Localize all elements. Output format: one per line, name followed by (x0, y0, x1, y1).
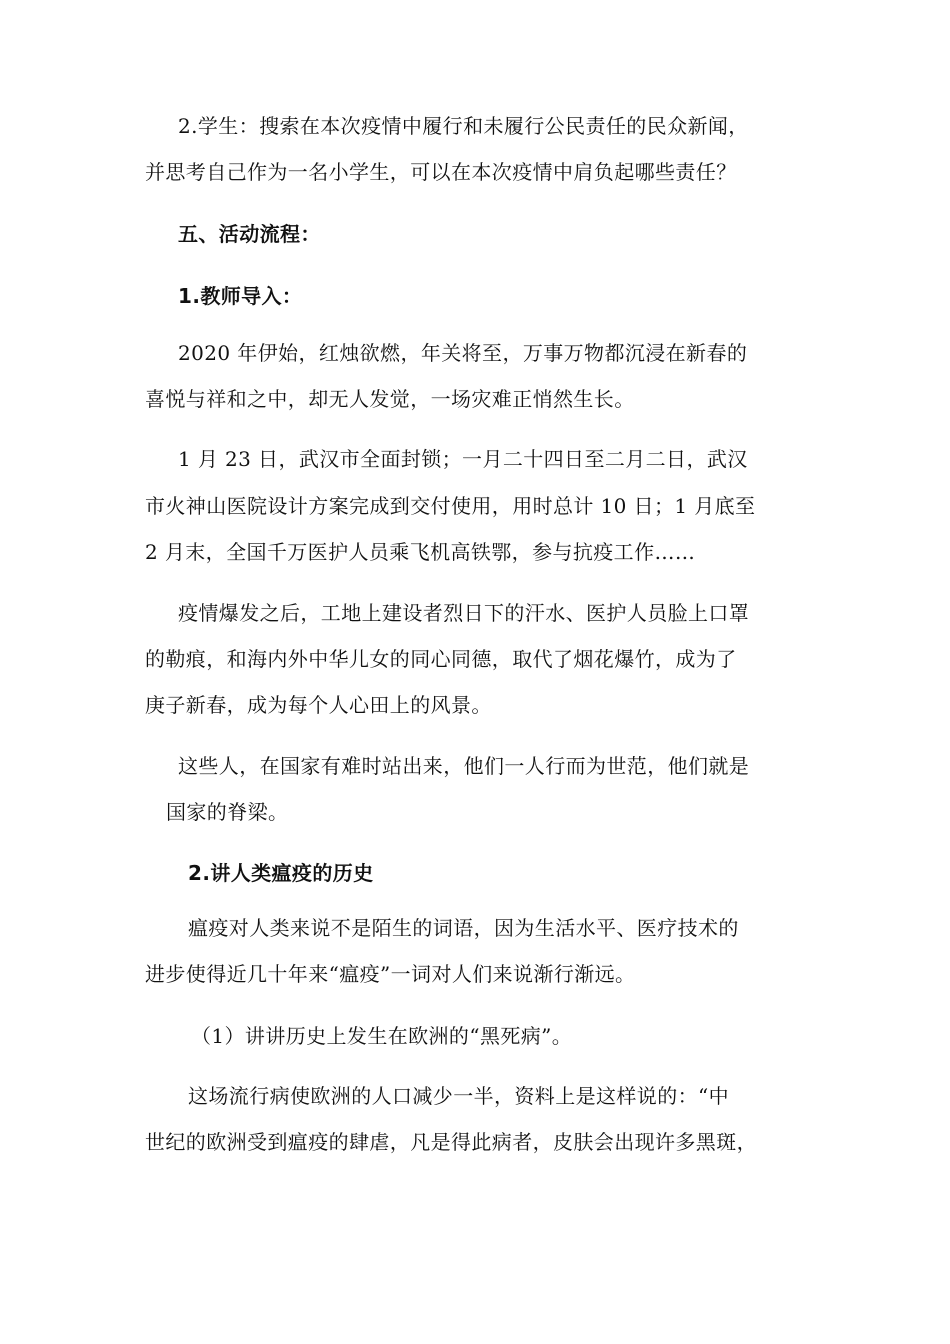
paragraph-timeline-line-3: 2 月末，全国千万医护人员乘飞机高铁鄂，参与抗疫工作…… (145, 540, 696, 564)
paragraph-outbreak-line-3: 庚子新春，成为每个人心田上的风景。 (145, 693, 492, 717)
paragraph-timeline-line-1: 1 月 23 日，武汉市全面封锁；一月二十四日至二月二日，武汉 (178, 447, 748, 471)
paragraph-plague-line-2: 进步使得近几十年来“瘟疫”一词对人们来说渐行渐远。 (145, 962, 636, 986)
paragraph-students-task-line-2: 并思考自己作为一名小学生，可以在本次疫情中肩负起哪些责任？ (145, 160, 737, 184)
subheading-plague-history: 2.讲人类瘟疫的历史 (188, 861, 374, 885)
paragraph-timeline-line-2: 市火神山医院设计方案完成到交付使用，用时总计 10 日；1 月底至 (145, 494, 756, 518)
section-heading-activity-flow: 五、活动流程： (178, 222, 321, 246)
paragraph-europe-line-2: 世纪的欧洲受到瘟疫的肆虐，凡是得此病者，皮肤会出现许多黑斑， (145, 1130, 757, 1154)
paragraph-2020-line-1: 2020 年伊始，红烛欲燃，年关将至，万事万物都沉浸在新春的 (178, 341, 748, 365)
subheading-teacher-intro: 1.教师导入： (178, 284, 303, 308)
paragraph-plague-line-1: 瘟疫对人类来说不是陌生的词语，因为生活水平、医疗技术的 (188, 916, 739, 940)
paragraph-outbreak-line-2: 的勒痕，和海内外中华儿女的同心同德，取代了烟花爆竹，成为了 (145, 647, 737, 671)
paragraph-europe-line-1: 这场流行病使欧洲的人口减少一半，资料上是这样说的：“中 (188, 1084, 730, 1108)
list-item-black-death: （1）讲讲历史上发生在欧洲的“黑死病”。 (191, 1024, 573, 1048)
paragraph-heroes-line-2: 国家的脊梁。 (166, 800, 289, 824)
paragraph-students-task-line-1: 2.学生：搜索在本次疫情中履行和未履行公民责任的民众新闻， (178, 114, 749, 138)
paragraph-2020-line-2: 喜悦与祥和之中，却无人发觉，一场灾难正悄然生长。 (145, 387, 635, 411)
paragraph-heroes-line-1: 这些人，在国家有难时站出来，他们一人行而为世范，他们就是 (178, 754, 750, 778)
paragraph-outbreak-line-1: 疫情爆发之后，工地上建设者烈日下的汗水、医护人员脸上口罩 (178, 601, 750, 625)
